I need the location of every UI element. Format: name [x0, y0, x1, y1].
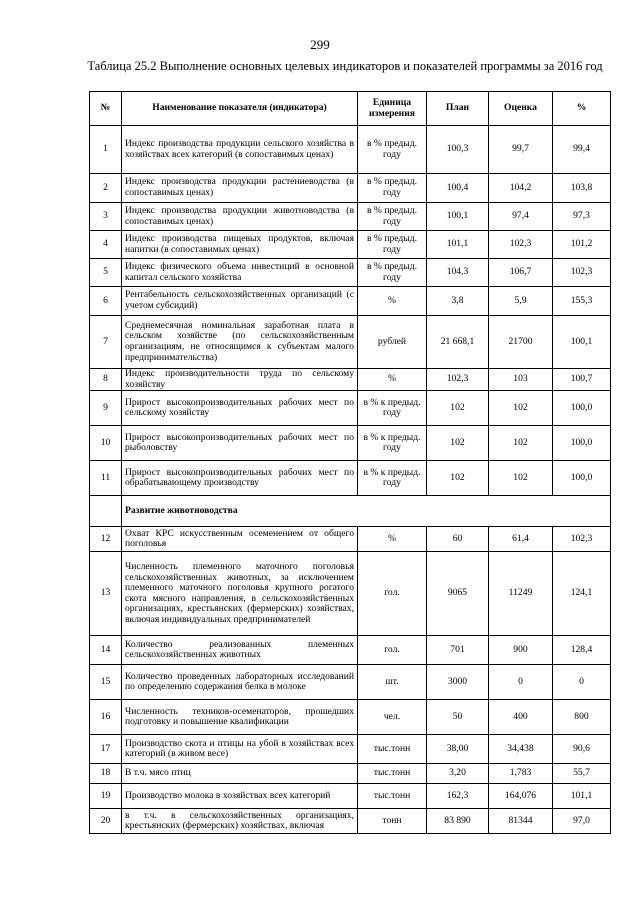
row-number: 20 [90, 809, 122, 834]
plan-value: 100,4 [427, 174, 489, 203]
indicator-name: Производство молока в хозяйствах всех категорий [122, 784, 358, 809]
percent-value: 800 [553, 700, 611, 735]
indicator-name: Индекс производства продукции растениеводства (в сопоставимых ценах) [122, 174, 358, 203]
plan-value: 21 668,1 [427, 316, 489, 369]
row-number: 15 [90, 665, 122, 700]
table-title: Таблица 25.2 Выполнение основных целевых индикаторов и показателей программы за 2016 год [87, 59, 603, 73]
table-row [90, 126, 611, 174]
unit-cell: тыс.тонн [358, 764, 427, 784]
unit-cell: в % предыд. году [358, 259, 427, 287]
percent-value: 100,1 [553, 316, 611, 369]
percent-value: 128,4 [553, 636, 611, 665]
unit-cell: в % к предыд. году [358, 426, 427, 461]
row-number: 5 [90, 259, 122, 287]
unit-cell: чел. [358, 700, 427, 735]
table-row [90, 391, 611, 426]
column-header-plan: План [427, 92, 489, 126]
estimate-value: 61,4 [489, 527, 553, 552]
estimate-value: 11249 [489, 552, 553, 636]
indicator-name: Количество проведенных лабораторных исследований по определению содержания белка в молоке [122, 665, 358, 700]
plan-value: 100,1 [427, 203, 489, 231]
row-number: 6 [90, 287, 122, 316]
estimate-value: 1,783 [489, 764, 553, 784]
column-header-unit: Единица измерения [358, 92, 427, 126]
column-header-percent: % [553, 92, 611, 126]
row-number: 18 [90, 764, 122, 784]
table-row [90, 784, 611, 809]
plan-value: 104,3 [427, 259, 489, 287]
percent-value: 99,4 [553, 126, 611, 174]
section-title: Развитие животноводства [122, 496, 611, 527]
column-header-indicator: Наименование показателя (индикатора) [122, 92, 358, 126]
unit-cell: % [358, 527, 427, 552]
row-number: 11 [90, 461, 122, 496]
row-number: 3 [90, 203, 122, 231]
row-number: 13 [90, 552, 122, 636]
table-row [90, 231, 611, 259]
percent-value: 97,0 [553, 809, 611, 834]
plan-value: 3,8 [427, 287, 489, 316]
indicator-name: Прирост высокопроизводительных рабочих мест по обрабатывающему производству [122, 461, 358, 496]
plan-value: 83 890 [427, 809, 489, 834]
unit-cell: гол. [358, 552, 427, 636]
estimate-value: 104,2 [489, 174, 553, 203]
plan-value: 60 [427, 527, 489, 552]
indicators-table [89, 91, 611, 834]
table-row [90, 174, 611, 203]
plan-value: 9065 [427, 552, 489, 636]
table-row [90, 316, 611, 369]
table-row [90, 665, 611, 700]
percent-value: 100,0 [553, 391, 611, 426]
plan-value: 701 [427, 636, 489, 665]
percent-value: 0 [553, 665, 611, 700]
plan-value: 102 [427, 461, 489, 496]
unit-cell: рублей [358, 316, 427, 369]
estimate-value: 34,438 [489, 735, 553, 764]
row-number: 14 [90, 636, 122, 665]
estimate-value: 21700 [489, 316, 553, 369]
row-number: 2 [90, 174, 122, 203]
table-row [90, 287, 611, 316]
table-row [90, 735, 611, 764]
row-number: 7 [90, 316, 122, 369]
page-number: 299 [310, 37, 330, 52]
percent-value: 102,3 [553, 259, 611, 287]
indicator-name: Среднемесячная номинальная заработная плата в сельском хозяйстве (по сельскохозяйственным организациям, не относящимся к субъектам малого предпринимательства) [122, 316, 358, 369]
row-number: 19 [90, 784, 122, 809]
indicator-name: Производство скота и птицы на убой в хозяйствах всех категорий (в живом весе) [122, 735, 358, 764]
percent-value: 100,0 [553, 426, 611, 461]
indicator-name: Численность техников-осеменаторов, прошедших подготовку и повышение квалификации [122, 700, 358, 735]
row-number: 10 [90, 426, 122, 461]
unit-cell: в % предыд. году [358, 174, 427, 203]
unit-cell: в % предыд. году [358, 203, 427, 231]
indicator-name: В т.ч. мясо птиц [122, 764, 358, 784]
percent-value: 155,3 [553, 287, 611, 316]
estimate-value: 97,4 [489, 203, 553, 231]
table-row [90, 369, 611, 391]
indicator-name: в т.ч. в сельскохозяйственных организациях, крестьянских (фермерских) хозяйствах, включая [122, 809, 358, 834]
table-row [90, 259, 611, 287]
plan-value: 101,1 [427, 231, 489, 259]
estimate-value: 102 [489, 461, 553, 496]
plan-value: 102,3 [427, 369, 489, 391]
unit-cell: в % к предыд. году [358, 461, 427, 496]
section-number-cell [90, 496, 122, 527]
estimate-value: 106,7 [489, 259, 553, 287]
table-header-row [90, 92, 611, 126]
table-row [90, 203, 611, 231]
indicator-name: Охват КРС искусственным осеменением от общего поголовья [122, 527, 358, 552]
column-header-number: № [90, 92, 122, 126]
row-number: 8 [90, 369, 122, 391]
plan-value: 3,20 [427, 764, 489, 784]
percent-value: 100,7 [553, 369, 611, 391]
indicator-name: Индекс производства пищевых продуктов, включая напитки (в сопоставимых ценах) [122, 231, 358, 259]
row-number: 1 [90, 126, 122, 174]
plan-value: 38,00 [427, 735, 489, 764]
table-row [90, 764, 611, 784]
unit-cell: в % предыд. году [358, 126, 427, 174]
indicator-name: Численность племенного маточного поголовья сельскохозяйственных животных, за исключением племенного маточного поголовья крупного рогатого скота мясного направления, в сельскохозяйственных организациях, крестьянских (фермерских) хозяйствах, включая индивидуальных предпринимателей [122, 552, 358, 636]
percent-value: 97,3 [553, 203, 611, 231]
row-number: 12 [90, 527, 122, 552]
plan-value: 102 [427, 391, 489, 426]
unit-cell: тыс.тонн [358, 784, 427, 809]
estimate-value: 164,076 [489, 784, 553, 809]
row-number: 9 [90, 391, 122, 426]
unit-cell: в % к предыд. году [358, 391, 427, 426]
percent-value: 55,7 [553, 764, 611, 784]
table-row [90, 552, 611, 636]
estimate-value: 102 [489, 426, 553, 461]
estimate-value: 900 [489, 636, 553, 665]
estimate-value: 400 [489, 700, 553, 735]
plan-value: 102 [427, 426, 489, 461]
unit-cell: в % предыд. году [358, 231, 427, 259]
indicator-name: Индекс физического объема инвестиций в основной капитал сельского хозяйства [122, 259, 358, 287]
estimate-value: 102,3 [489, 231, 553, 259]
plan-value: 162,3 [427, 784, 489, 809]
table-row [90, 700, 611, 735]
percent-value: 100,0 [553, 461, 611, 496]
plan-value: 100,3 [427, 126, 489, 174]
section-row [90, 496, 611, 527]
unit-cell: шт. [358, 665, 427, 700]
plan-value: 3000 [427, 665, 489, 700]
percent-value: 101,1 [553, 784, 611, 809]
indicator-name: Прирост высокопроизводительных рабочих мест по рыболовству [122, 426, 358, 461]
unit-cell: % [358, 287, 427, 316]
percent-value: 101,2 [553, 231, 611, 259]
indicator-name: Рентабельность сельскохозяйственных организаций (с учетом субсидий) [122, 287, 358, 316]
unit-cell: % [358, 369, 427, 391]
row-number: 4 [90, 231, 122, 259]
percent-value: 124,1 [553, 552, 611, 636]
estimate-value: 81344 [489, 809, 553, 834]
indicator-name: Индекс производства продукции сельского хозяйства в хозяйствах всех категорий (в сопоставимых ценах) [122, 126, 358, 174]
estimate-value: 103 [489, 369, 553, 391]
unit-cell: тонн [358, 809, 427, 834]
table-row [90, 426, 611, 461]
row-number: 17 [90, 735, 122, 764]
column-header-estimate: Оценка [489, 92, 553, 126]
row-number: 16 [90, 700, 122, 735]
indicator-name: Прирост высокопроизводительных рабочих мест по сельскому хозяйству [122, 391, 358, 426]
indicator-name: Индекс производства продукции животноводства (в сопоставимых ценах) [122, 203, 358, 231]
table-row [90, 527, 611, 552]
unit-cell: тыс.тонн [358, 735, 427, 764]
indicator-name: Индекс производительности труда по сельскому хозяйству [122, 369, 358, 391]
table-row [90, 461, 611, 496]
unit-cell: гол. [358, 636, 427, 665]
estimate-value: 5,9 [489, 287, 553, 316]
estimate-value: 102 [489, 391, 553, 426]
percent-value: 103,8 [553, 174, 611, 203]
percent-value: 102,3 [553, 527, 611, 552]
plan-value: 50 [427, 700, 489, 735]
percent-value: 90,6 [553, 735, 611, 764]
table-row [90, 636, 611, 665]
indicator-name: Количество реализованных племенных сельскохозяйственных животных [122, 636, 358, 665]
table-row [90, 809, 611, 834]
estimate-value: 0 [489, 665, 553, 700]
estimate-value: 99,7 [489, 126, 553, 174]
